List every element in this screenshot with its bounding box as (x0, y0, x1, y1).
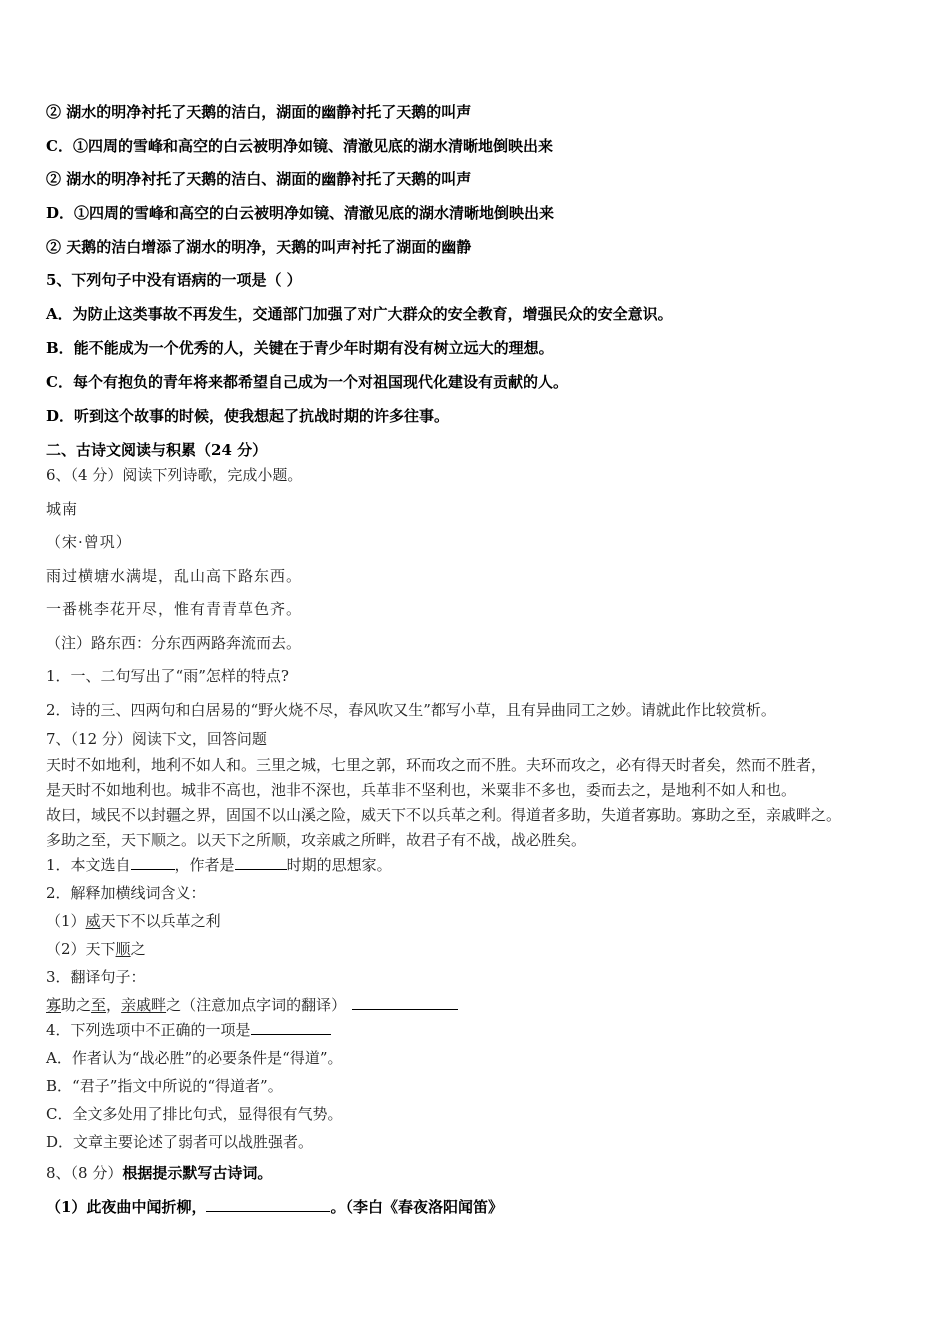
q7-sub-4-text: 4．下列选项中不正确的一项是 (46, 1021, 251, 1039)
answer-blank-poem-line[interactable] (206, 1197, 330, 1212)
underlined-word: 寡 (46, 996, 62, 1014)
q8-stem-instruction: 根据提示默写古诗词。 (122, 1164, 273, 1182)
section-2-title: 二、古诗文阅读与积累（24 分） (46, 441, 268, 459)
sentence-text: ， (106, 996, 122, 1014)
answer-blank-source[interactable] (131, 855, 175, 870)
item-rest: 天下不以兵革之利 (100, 912, 221, 930)
q5-option-d: D．听到这个故事的时候，使我想起了抗战时期的许多往事。 (46, 407, 450, 425)
q6-stem: 6、（4 分）阅读下列诗歌，完成小题。 (46, 466, 303, 484)
item-prefix: （2）天下 (46, 940, 116, 958)
underlined-word: 至 (91, 996, 107, 1014)
answer-blank-translation[interactable] (352, 995, 458, 1010)
q7-sub-2-item-2 (46, 939, 146, 959)
q7-sub-1-text-a: 1．本文选自 (46, 856, 131, 874)
q4-option-c-item1: C．①四周的雪峰和高空的白云被明净如镜、清澈见底的湖水清晰地倒映出来 (46, 137, 553, 155)
q7-sub-4-option-c: C．全文多处用了排比句式，显得很有气势。 (46, 1105, 343, 1123)
underlined-word: 威 (85, 912, 101, 930)
q8-item-1-text-a: （1）此夜曲中闻折柳， (46, 1198, 207, 1216)
q5-stem: 5、下列句子中没有语病的一项是（ ） (46, 271, 302, 289)
q7-sub-3-sentence (46, 995, 458, 1015)
item-prefix: （1） (46, 912, 86, 930)
q7-passage-line-2: 是天时不如地利也。城非不高也，池非不深也，兵革非不坚利也，米粟非不多也，委而去之，是地利不如人和也。 (46, 781, 797, 799)
q7-sub-1 (46, 855, 392, 875)
answer-blank-era[interactable] (235, 855, 287, 870)
q7-stem: 7、（12 分）阅读下文，回答问题 (46, 730, 267, 748)
q8-item-1 (46, 1197, 503, 1217)
q5-option-c: C．每个有抱负的青年将来都希望自己成为一个对祖国现代化建设有贡献的人。 (46, 373, 568, 391)
underlined-word: 亲戚畔 (121, 996, 167, 1014)
q6-sub-1: 1．一、二句写出了“雨”怎样的特点? (46, 667, 289, 685)
q8-stem-prefix: 8、（8 分） (46, 1164, 123, 1182)
q7-sub-4-option-a: A．作者认为“战必胜”的必要条件是“得道”。 (46, 1049, 343, 1067)
q6-sub-2: 2．诗的三、四两句和白居易的“野火烧不尽，春风吹又生”都写小草，且有异曲同工之妙。请就此作比较赏析。 (46, 701, 776, 719)
q7-sub-4-option-d: D．文章主要论述了弱者可以战胜强者。 (46, 1133, 314, 1151)
poem-author: （宋·曾巩） (46, 533, 132, 551)
sentence-text: 助之 (61, 996, 92, 1014)
q4-option-d-item2: ② 天鹅的洁白增添了湖水的明净，天鹅的叫声衬托了湖面的幽静 (46, 238, 472, 256)
q7-passage-line-4: 多助之至，天下顺之。以天下之所顺，攻亲戚之所畔，故君子有不战，战必胜矣。 (46, 831, 587, 849)
poem-title: 城南 (46, 500, 79, 518)
q5-option-b: B．能不能成为一个优秀的人，关键在于青少年时期有没有树立远大的理想。 (46, 339, 554, 357)
answer-blank-choice[interactable] (251, 1020, 331, 1035)
q7-sub-1-text-b: ，作者是 (174, 856, 235, 874)
poem-line-2: 一番桃李花开尽，惟有青青草色齐。 (46, 600, 303, 618)
q5-option-a: A．为防止这类事故不再发生，交通部门加强了对广大群众的安全教育，增强民众的安全意识。 (46, 305, 673, 323)
poem-note: （注）路东西：分东西两路奔流而去。 (46, 634, 302, 652)
sentence-text: 之（注意加点字词的翻译） (166, 996, 347, 1014)
q7-sub-2: 2．解释加横线词含义： (46, 884, 206, 902)
q7-sub-3: 3．翻译句子： (46, 968, 146, 986)
q4-option-c-item2: ② 湖水的明净衬托了天鹅的洁白、湖面的幽静衬托了天鹅的叫声 (46, 170, 472, 188)
underlined-word: 顺 (115, 940, 131, 958)
q7-passage-line-1: 天时不如地利，地利不如人和。三里之城，七里之郭，环而攻之而不胜。夫环而攻之，必有得天时者矣，然而不胜者， (46, 756, 827, 774)
q7-passage-line-3: 故曰，域民不以封疆之界，固国不以山溪之险，威天下不以兵革之利。得道者多助，失道者寡助。寡助之至，亲戚畔之。 (46, 806, 842, 824)
q7-sub-2-item-1 (46, 911, 221, 931)
q7-sub-1-text-c: 时期的思想家。 (286, 856, 392, 874)
poem-line-1: 雨过横塘水满堤，乱山高下路东西。 (46, 567, 303, 585)
q4-option-b-item2: ② 湖水的明净衬托了天鹅的洁白，湖面的幽静衬托了天鹅的叫声 (46, 103, 472, 121)
q7-sub-4-option-b: B．“君子”指文中所说的“得道者”。 (46, 1077, 283, 1095)
q4-option-d-item1: D．①四周的雪峰和高空的白云被明净如镜、清澈见底的湖水清晰地倒映出来 (46, 204, 555, 222)
q7-sub-4 (46, 1020, 331, 1040)
item-rest: 之 (130, 940, 146, 958)
q8-item-1-text-b: 。（李白《春夜洛阳闻笛》 (330, 1198, 503, 1216)
q8-stem (46, 1163, 272, 1183)
